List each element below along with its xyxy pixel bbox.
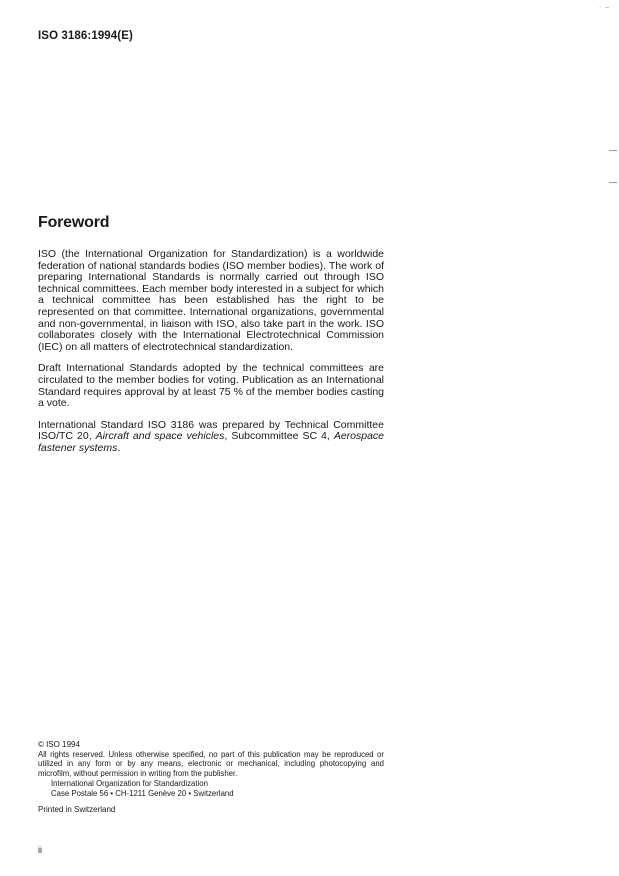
para3-suffix: . — [117, 441, 121, 454]
page-number: ii — [38, 845, 42, 855]
publisher-postal: Case Postale 56 • CH-1211 Genève 20 • Switzerland — [51, 788, 234, 798]
publisher-address — [38, 779, 384, 798]
copyright-block — [38, 740, 384, 799]
rights-notice: All rights reserved. Unless otherwise specified, no part of this publication may be reproduced or utilized in any form or by any means, electronic or mechanical, including photocopying and microfilm, without permission in writing from the publisher. — [38, 749, 384, 778]
copyright-line: © ISO 1994 — [38, 740, 80, 749]
committee-name: Aircraft and space vehicles — [95, 430, 225, 443]
margin-tick — [609, 182, 617, 183]
para3-mid: , Subcommittee SC 4, — [224, 430, 334, 443]
margin-tick — [609, 150, 617, 151]
corner-mark: · – — [598, 4, 609, 11]
foreword-paragraph-3 — [38, 420, 384, 455]
para3-prefix: International Standard ISO 3186 was prepared by Technical Committee ISO/TC 20, — [38, 418, 384, 443]
foreword-paragraph-2: Draft International Standards adopted by the technical committees are circulated to the member bodies for voting. Publication as an International Standard requires approval by at least 75 % of the member bodies casting a vote. — [38, 362, 384, 410]
subcommittee-name: Aerospace fastener systems — [38, 430, 385, 454]
foreword-title: Foreword — [38, 214, 110, 231]
printed-in: Printed in Switzerland — [38, 805, 116, 814]
foreword-paragraph-1: ISO (the International Organization for Standardization) is a worldwide federation of national standards bodies (ISO member bodies). The work of preparing International Standards is normally carried out through ISO technical committees. Each member body interested in a subject for which a technical committee has been established has the right to be represented on that committee. International organizations, governmental and non-governmental, in liaison with ISO, also take part in the work. ISO collaborates closely with the International Electrotechnical Commission (IEC) on all matters of electrotechnical standardization. — [38, 248, 384, 353]
foreword-body — [38, 249, 384, 465]
document-id: ISO 3186:1994(E) — [38, 30, 133, 42]
publisher-org: International Organization for Standardization — [51, 779, 208, 789]
